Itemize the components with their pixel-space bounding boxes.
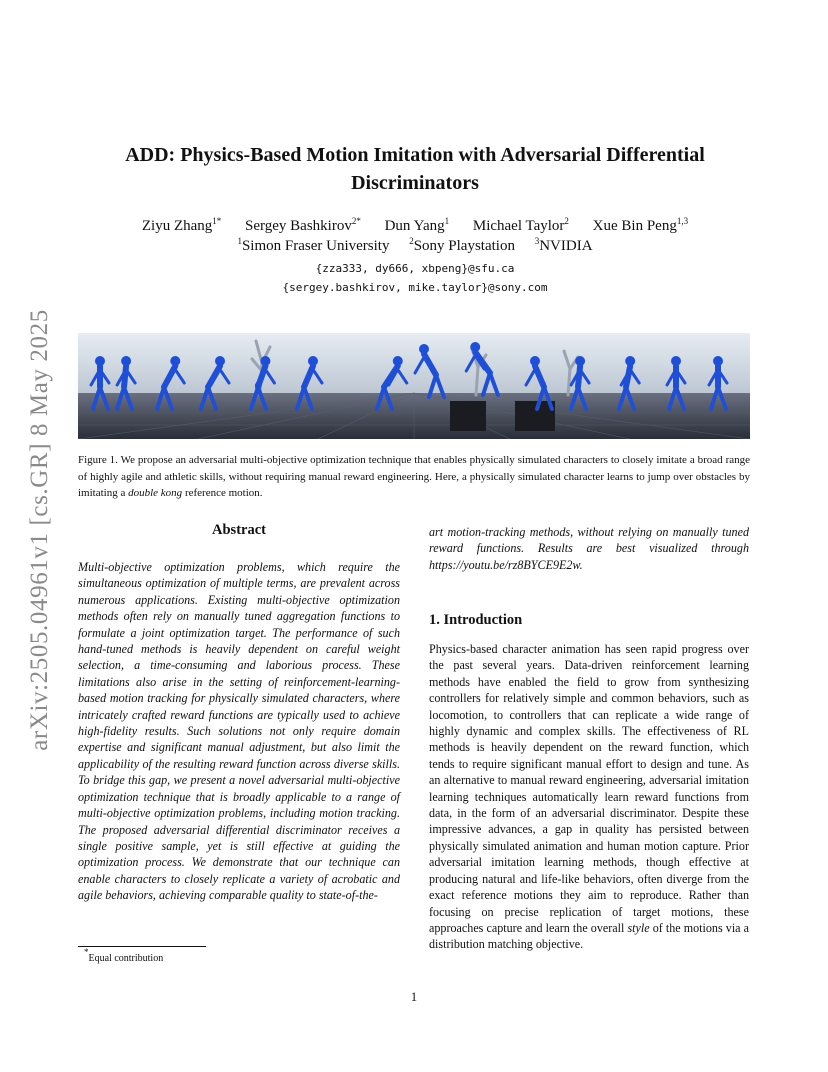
page-number: 1 <box>410 990 418 1004</box>
author-list <box>90 218 740 235</box>
abstract-heading: Abstract <box>212 522 266 538</box>
character-torso <box>124 366 126 387</box>
introduction-heading: 1. Introduction <box>429 612 523 628</box>
email-sony[interactable]: {sergey.bashkirov, mike.taylor}@sony.com <box>282 281 548 294</box>
footnote-rule <box>78 946 206 947</box>
affiliation-list <box>90 238 740 255</box>
title-line-1: ADD: Physics-Based Motion Imitation with Adversarial Differential <box>125 144 705 166</box>
footnote: *Equal contribution <box>84 947 164 964</box>
character-torso <box>578 366 580 387</box>
author: Xue Bin Peng$^{1,3}$ <box>592 216 689 234</box>
affiliation: $^2$Sony Playstation <box>409 236 515 254</box>
affiliation: $^1$Simon Fraser University <box>237 236 390 254</box>
email-sfu[interactable]: {zza333, dy666, xbpeng}@sfu.ca <box>315 262 515 275</box>
paper-title <box>110 141 720 197</box>
abstract-continuation: art motion-tracking methods, without relying on manually tuned reward functions. Results are best visualized through https://youtu.be/rz8BYCE9E2w. <box>429 525 749 572</box>
teaser-figure <box>78 333 750 439</box>
title-line-2: Discriminators <box>351 172 479 194</box>
author: Michael Taylor$^2$ <box>472 216 569 234</box>
abstract-body: Multi-objective optimization problems, which require the simultaneous optimization of multiple terms, are prevalent across numerous applications. Existing multi-objective optimization methods often rely on manually tuned aggregation functions to formulate a joint optimization target. The performance of such hand-tuned methods is heavily dependent on careful weight selection, a time-consuming and laborious process. These limitations also arise in the setting of reinforcement-learning-based motion tracking for physically simulated characters, where intricately crafted reward functions are typically used to achieve high-fidelity results. Such solutions not only require domain expertise and significant manual adjustment, but also limit the applicability of the resulting reward function across diverse skills. To bridge this gap, we present a novel adversarial multi-objective optimization technique that is broadly applicable to a range of multi-objective optimization problems, including motion tracking. The proposed adversarial differential discriminator receives a single positive sample, yet is still effective at guiding the optimization process. We demonstrate that our technique can enable characters to closely replicate a variety of acrobatic and agile behaviors, achieving comparable quality to state-of-the- <box>78 560 400 903</box>
introduction-body: Physics-based character animation has seen rapid progress over the past several years. Data-driven reinforcement learning methods have enabled the field to grow from synthesizing controllers for relatively simple and common behaviors, such as locomotion, to controllers that can replicate a wide range of highly dynamic and complex skills. The effectiveness of RL methods is heavily dependent on the reward function, which tends to require significant manual effort to design and tune. As an alternative to manual reward engineering, adversarial imitation learning techniques automatically learn reward functions from data, in the form of an adversarial discriminator. Despite these impressive advances, a gap in quality has persisted between physically simulated animation and human motion capture. Prior adversarial imitation learning methods, though effective at producing natural and life-like behaviors, often diverge from the exact reference motions they aim to reproduce. Rather than focusing on precise replication of target motions, these approaches capture and learn the overall style of the motions via a distribution matching objective. <box>429 642 749 952</box>
author: Sergey Bashkirov$^{2*}$ <box>245 216 361 234</box>
motion-sequence-image <box>78 333 750 439</box>
arxiv-sidebar-stamp: arXiv:2505.04961v1 [cs.GR] 8 May 2025 <box>26 309 53 751</box>
affiliation: $^3$NVIDIA <box>534 236 593 254</box>
author: Dun Yang$^1$ <box>384 216 450 234</box>
author: Ziyu Zhang$^{1*}$ <box>141 216 222 234</box>
figure-caption: Figure 1. We propose an adversarial multi-objective optimization technique that enables physically simulated characters to closely imitate a broad range of highly agile and athletic skills, without requiring manual reward engineering. Here, a physically simulated character learns to jump over obstacles by imitating a double kong reference motion. <box>78 454 750 499</box>
